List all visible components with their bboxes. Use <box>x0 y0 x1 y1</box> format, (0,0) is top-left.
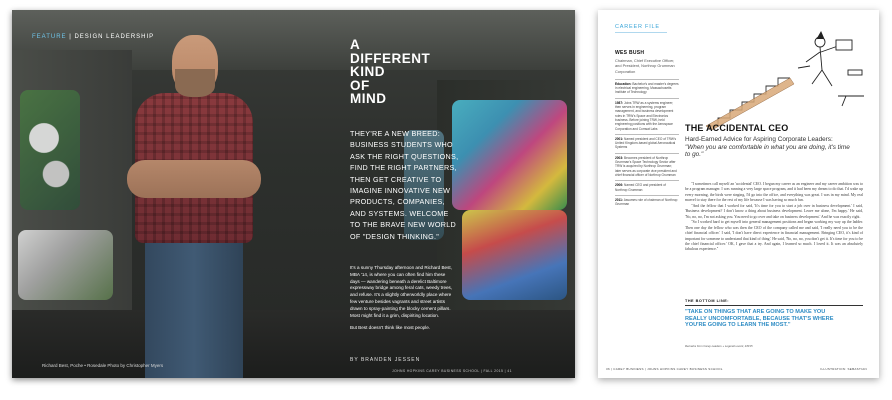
entry-text: Named president and CEO of TRW's United Kingdom-based global Aeronautical Systems <box>615 136 677 150</box>
entry-label: 2001: <box>615 136 624 141</box>
timeline-entry <box>615 180 679 192</box>
body-paragraph: "I sometimes call myself an 'accidental' CEO. I began my career as an engineer and my career ambition was to be a program manager. I was running a very large space program, and it had been my dream to do that. I'd wake up every morning, the birds were singing, I'd go into the office, and everything was great. I was in my mind. My real marvel to stay there for the rest of my life because I was having so much fun. <box>685 182 863 203</box>
graffiti-right-upper <box>452 100 567 210</box>
body-paragraph: "So I worked hard to get myself into general management positions and began working my way up the ladder. Then one day the fellow who was then the CEO of the company called me and said, 'I really need you to be the chief financial officer.' I said, 'I don't have direct experience in financial management. Bringing CEO, it's kind of important for someone to understand that kind of thing.' He said, 'No, no, no, you don't get it. It's time for you to be the chief financial officer.' OK, I gave that a try. And again, I learned so much. I loved it. It was an absolutely fabulous experience." <box>685 220 863 252</box>
article-subtitle <box>685 136 855 159</box>
bottom-line-label: THE BOTTOM LINE: <box>685 299 729 303</box>
profile-name: WES BUSH <box>615 50 645 56</box>
body-paragraph: "And the fellow that I worked for said, 'It's time for you to start a job over in business development.' I said, 'Business development? I don't know a thing about business development. Leave me alone, I'm happy.' He said, 'No, no, no, I'm not asking you. You need to go over and take on business development.' And he was exactly right. <box>685 203 863 219</box>
section-rule <box>615 32 667 33</box>
section-label: CAREER FILE <box>615 24 660 30</box>
subtitle-quote: "When you are comfortable in what you are doing, it's time to go." <box>685 143 850 159</box>
article-title: THE ACCIDENTAL CEO <box>685 123 789 133</box>
illustration-credit: ILLUSTRATION: SEBASTIAN <box>820 367 867 371</box>
timeline-entry <box>615 153 679 177</box>
climbing-figure <box>798 32 864 106</box>
entry-label: 2003: <box>615 155 624 160</box>
feature-spread <box>12 10 575 378</box>
profile-sidebar <box>615 50 679 209</box>
folio: JOHNS HOPKINS CAREY BUSINESS SCHOOL | FALL 2015 | 41 <box>392 369 512 373</box>
graffiti-right-lower <box>462 210 567 300</box>
byline: BY BRANDEN JESSEN <box>350 357 421 363</box>
page-folio: 36 | CAREY BUSINESS | JOHNS HOPKINS CAREY BUSINESS SCHOOL <box>606 367 723 371</box>
bottom-line-rule <box>685 305 863 306</box>
photo-caption: Richard Best, Poche • Rosedale Photo by Christopher Myers <box>42 363 164 368</box>
timeline-entry <box>615 79 679 95</box>
headline-line: DIFFERENT <box>350 50 431 66</box>
entry-label: Education: <box>615 81 632 86</box>
timeline-entry <box>615 195 679 207</box>
ladder-climber-illustration <box>698 22 868 130</box>
deck-text: THEY'RE A NEW BREED: BUSINESS STUDENTS WHO ASK THE RIGHT QUESTIONS, FIND THE RIGHT PARTNERS, THEN GET CREATIVE TO IMAGINE INNOVATIVE NEW PRODUCTS, COMPANIES, AND SYSTEMS. WELCOME TO THE BRAVE NEW WORLD OF "DESIGN THINKING." <box>350 129 459 241</box>
headline-line: KIND <box>350 64 385 79</box>
bottom-line-quote: "TAKE ON THINGS THAT ARE GOING TO MAKE YOU REALLY UNCOMFORTABLE, BECAUSE THAT'S WHERE YOU'RE GOING TO LEARN THE MOST." <box>685 309 834 329</box>
article-intro <box>350 265 456 338</box>
subtitle-line: Hard-Earned Advice for Aspiring Corporate Leaders: <box>685 136 833 143</box>
rubric-section: FEATURE <box>32 34 67 40</box>
timeline-entry <box>615 134 679 150</box>
career-file-page <box>598 10 879 378</box>
headline-line: OF <box>350 77 370 93</box>
person-crossed-arms <box>127 160 261 198</box>
entry-text: Becomes president of Northrop Grumman's Space Technology Sector after TRW is acquired by Northrop Grumman; later serves as corporate vice president and chief financial officer of Northrop Grumman <box>615 155 677 177</box>
headline <box>350 38 430 106</box>
entry-text: Joins TRW as a systems engineer; then serves in engineering, program management, and business development roles in TRW's Space and Electronics business. Before joining TRW, held engineering positions with the Aerospace Corporation and Comsat Labs <box>615 100 674 131</box>
headline-line: A <box>350 37 361 52</box>
profile-title: Chairman, Chief Executive Officer, and President, Northrop Grumman Corporation <box>615 58 675 74</box>
entry-text: Bachelor's and master's degrees in electrical engineering, Massachusetts Institute of Technology <box>615 81 679 95</box>
entry-text: Named CEO and president of Northrop Grumman <box>615 183 666 192</box>
entry-label: 2006: <box>615 183 624 188</box>
entry-label: 2011: <box>615 197 623 202</box>
person-beard <box>175 69 215 97</box>
graffiti-left-upper <box>20 90 80 210</box>
entry-text: Assumes role of chairman of Northrop Grumman <box>615 197 678 207</box>
graffiti-left-lower <box>18 230 113 300</box>
intro-paragraph: It's a sunny Thursday afternoon and Richard Best, MBA '14, is where you can often find him these days — wandering beneath a derelict Baltimore expressway bridge among feral cats, weedy trees, and refuse. It's a slightly otherworldly place where few venture besides vagrants and street artists drawn to spray-painting the blocky cement pillars. Most might find it a grim, dispiriting location. <box>350 265 453 318</box>
person-legs <box>145 243 243 378</box>
headline-line: MIND <box>350 91 387 106</box>
section-rubric <box>32 34 154 40</box>
intro-paragraph: But Best doesn't think like most people. <box>350 325 431 331</box>
article-body <box>685 182 863 253</box>
rubric-separator: | <box>66 34 75 40</box>
portrait-photo <box>117 35 267 378</box>
entry-label: 1987: <box>615 100 624 105</box>
rubric-topic: DESIGN LEADERSHIP <box>74 34 155 40</box>
bottom-line-attribution: Remarks from Carey Leaders + Legends event, 4/8/15 <box>685 344 753 348</box>
timeline-entry <box>615 98 679 131</box>
